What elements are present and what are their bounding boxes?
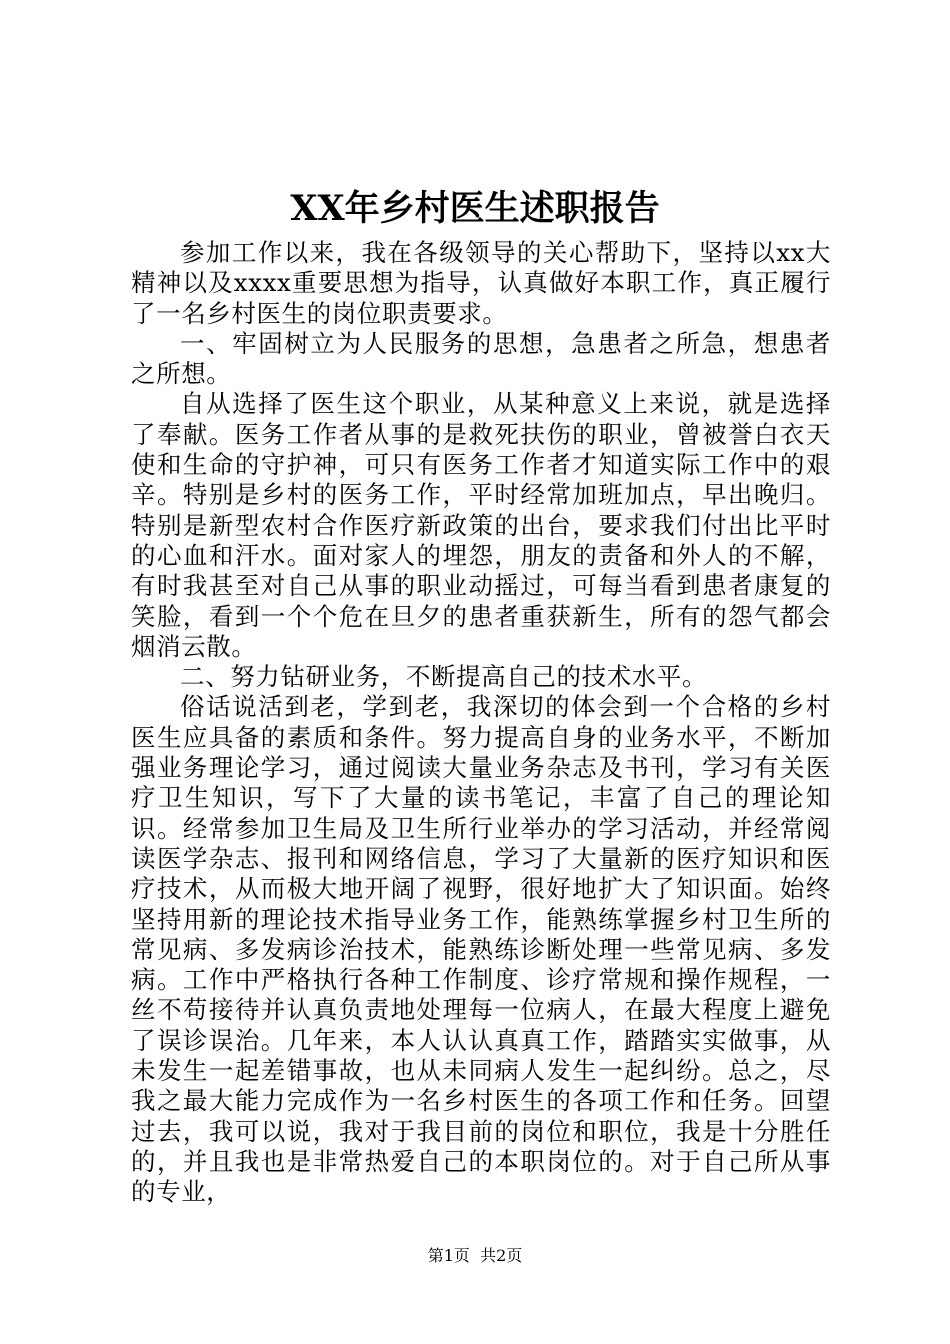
page-number: 第1页 xyxy=(427,1246,470,1265)
section-heading-1: 一、牢固树立为人民服务的思想，急患者之所急，想患者之所想。 xyxy=(131,328,831,389)
document-body xyxy=(131,238,831,1208)
paragraph-intro: 参加工作以来，我在各级领导的关心帮助下，坚持以xx大精神以及xxxx重要思想为指导，认真做好本职工作，真正履行了一名乡村医生的岗位职责要求。 xyxy=(131,238,831,328)
page-total: 共2页 xyxy=(480,1246,523,1265)
page-footer xyxy=(0,1244,950,1268)
paragraph-section-2: 俗话说活到老，学到老，我深切的体会到一个合格的乡村医生应具备的素质和条件。努力提高自身的业务水平，不断加强业务理论学习，通过阅读大量业务杂志及书刊，学习有关医疗卫生知识，写下了大量的读书笔记，丰富了自己的理论知识。经常参加卫生局及卫生所行业举办的学习活动，并经常阅读医学杂志、报刊和网络信息，学习了大量新的医疗知识和医疗技术，从而极大地开阔了视野，很好地扩大了知识面。始终坚持用新的理论技术指导业务工作，能熟练掌握乡村卫生所的常见病、多发病诊治技术，能熟练诊断处理一些常见病、多发病。工作中严格执行各种工作制度、诊疗常规和操作规程，一丝不苟接待并认真负责地处理每一位病人，在最大程度上避免了误诊误治。几年来，本人认认真真工作，踏踏实实做事，从未发生一起差错事故，也从未同病人发生一起纠纷。总之，尽我之最大能力完成作为一名乡村医生的各项工作和任务。回望过去，我可以说，我对于我目前的岗位和职位，我是十分胜任的，并且我也是非常热爱自己的本职岗位的。对于自己所从事的专业， xyxy=(131,692,831,1207)
section-heading-2: 二、努力钻研业务，不断提高自己的技术水平。 xyxy=(180,662,708,692)
paragraph-section-1: 自从选择了医生这个职业，从某种意义上来说，就是选择了奉献。医务工作者从事的是救死扶伤的职业，曾被誉白衣天使和生命的守护神，可只有医务工作者才知道实际工作中的艰辛。特别是乡村的医务工作，平时经常加班加点，早出晚归。特别是新型农村合作医疗新政策的出台，要求我们付出比平时的心血和汗水。面对家人的埋怨，朋友的责备和外人的不解，有时我甚至对自己从事的职业动摇过，可每当看到患者康复的笑脸，看到一个个危在旦夕的患者重获新生，所有的怨气都会烟消云散。 xyxy=(131,389,831,661)
footer-separator xyxy=(470,1246,480,1265)
document-title: XX年乡村医生述职报告 xyxy=(290,188,660,229)
